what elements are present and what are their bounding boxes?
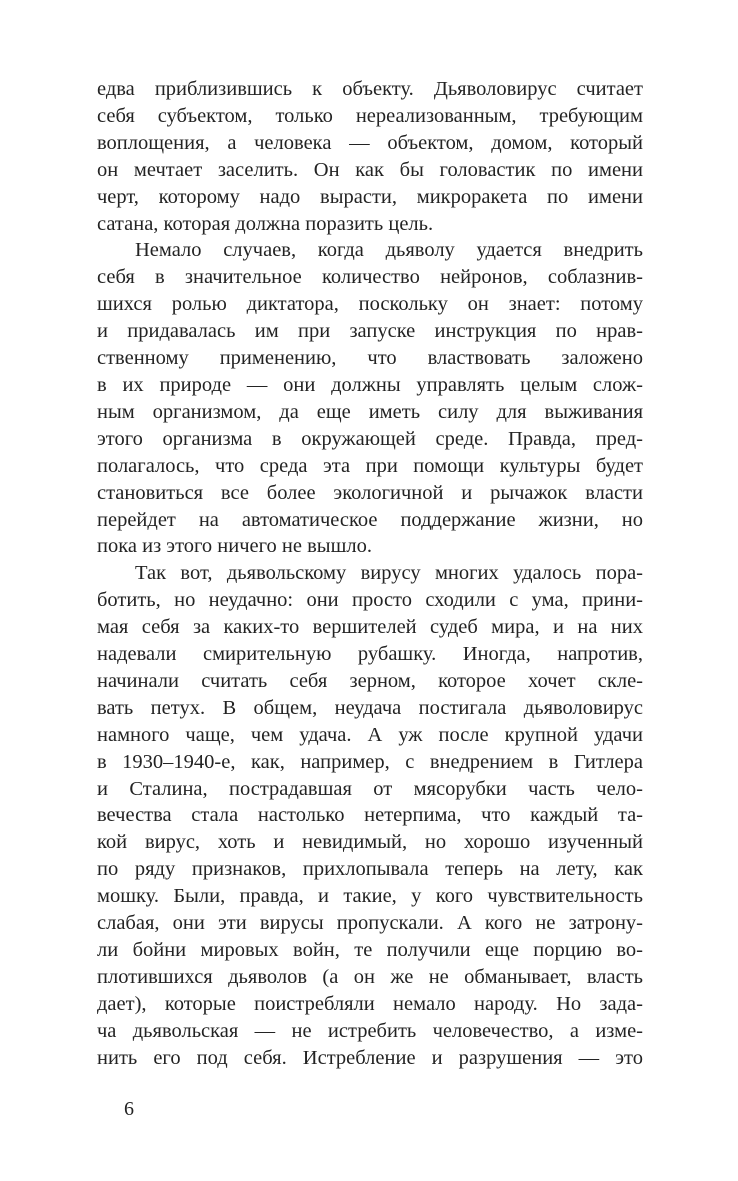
text-line: себя субъектом, только нереализованным, требующим	[97, 104, 643, 127]
text-line: Немало случаев, когда дьяволу удается внедрить	[135, 239, 643, 262]
text-line: едва приблизившись к объекту. Дьяволовирус считает	[97, 78, 643, 100]
text-line: этого организма в окружающей среде. Правда, пред-	[97, 427, 643, 450]
text-line: перейдет на автоматическое поддержание жизни, но	[97, 508, 643, 531]
text-line: слабая, они эти вирусы пропускали. А кого не затрону-	[97, 912, 643, 935]
text-line: пока из этого ничего не вышло.	[97, 535, 372, 558]
text-line: вать петух. В общем, неудача постигала дьяволовирус	[97, 696, 643, 719]
text-line: воплощения, а человека — объектом, домом, который	[97, 131, 643, 154]
paragraph	[97, 560, 643, 1071]
text-line: вечества стала настолько нетерпима, что каждый та-	[97, 804, 643, 827]
text-line: и Сталина, пострадавшая от мясорубки часть чело-	[97, 777, 643, 800]
text-line: становиться все более экологичной и рычажок власти	[97, 481, 643, 504]
text-line: ли бойни мировых войн, те получили еще порцию во-	[97, 939, 643, 961]
paragraph	[97, 237, 643, 560]
text-line: он мечтает заселить. Он как бы головастик по имени	[97, 158, 643, 181]
text-line: сатана, которая должна поразить цель.	[97, 212, 434, 235]
text-line: ботить, но неудачно: они просто сходили с ума, прини-	[97, 589, 643, 612]
page-number: 6	[124, 1098, 134, 1120]
paragraph	[97, 76, 643, 237]
text-line: Так вот, дьявольскому вирусу многих удалось пора-	[135, 562, 643, 585]
text-line: и придавалась им при запуске инструкция по нрав-	[97, 320, 643, 343]
text-line: ным организмом, да еще иметь силу для выживания	[97, 400, 643, 423]
text-line: мая себя за каких-то вершителей судеб мира, и на них	[97, 616, 643, 639]
text-line: шихся ролью диктатора, поскольку он знает: потому	[97, 293, 643, 316]
text-line: по ряду признаков, прихлопывала теперь на лету, как	[97, 858, 643, 881]
text-line: в 1930–1940-е, как, например, с внедрением в Гитлера	[97, 750, 643, 773]
text-line: дает), которые поистребляли немало народу. Но зада-	[97, 992, 643, 1015]
page-text	[97, 76, 643, 1072]
text-line: полагалось, что среда эта при помощи культуры будет	[97, 454, 643, 477]
text-line: надевали смирительную рубашку. Иногда, напротив,	[97, 643, 643, 666]
text-line: кой вирус, хоть и невидимый, но хорошо изученный	[97, 831, 643, 854]
text-line: в их природе — они должны управлять целым слож-	[97, 373, 643, 396]
text-line: ча дьявольская — не истребить человечество, а изме-	[97, 1019, 643, 1042]
text-line: мошку. Были, правда, и такие, у кого чувствительность	[97, 885, 643, 908]
text-line: ственному применению, что властвовать заложено	[97, 347, 643, 370]
text-line: нить его под себя. Истребление и разрушения — это	[97, 1046, 643, 1069]
text-line: себя в значительное количество нейронов, соблазнив-	[97, 266, 643, 289]
text-line: плотившихся дьяволов (а он же не обманывает, власть	[97, 965, 643, 988]
text-line: черт, которому надо вырасти, микроракета по имени	[97, 185, 643, 208]
text-line: начинали считать себя зерном, которое хочет скле-	[97, 669, 643, 692]
text-line: намного чаще, чем удача. А уж после крупной удачи	[97, 723, 643, 746]
